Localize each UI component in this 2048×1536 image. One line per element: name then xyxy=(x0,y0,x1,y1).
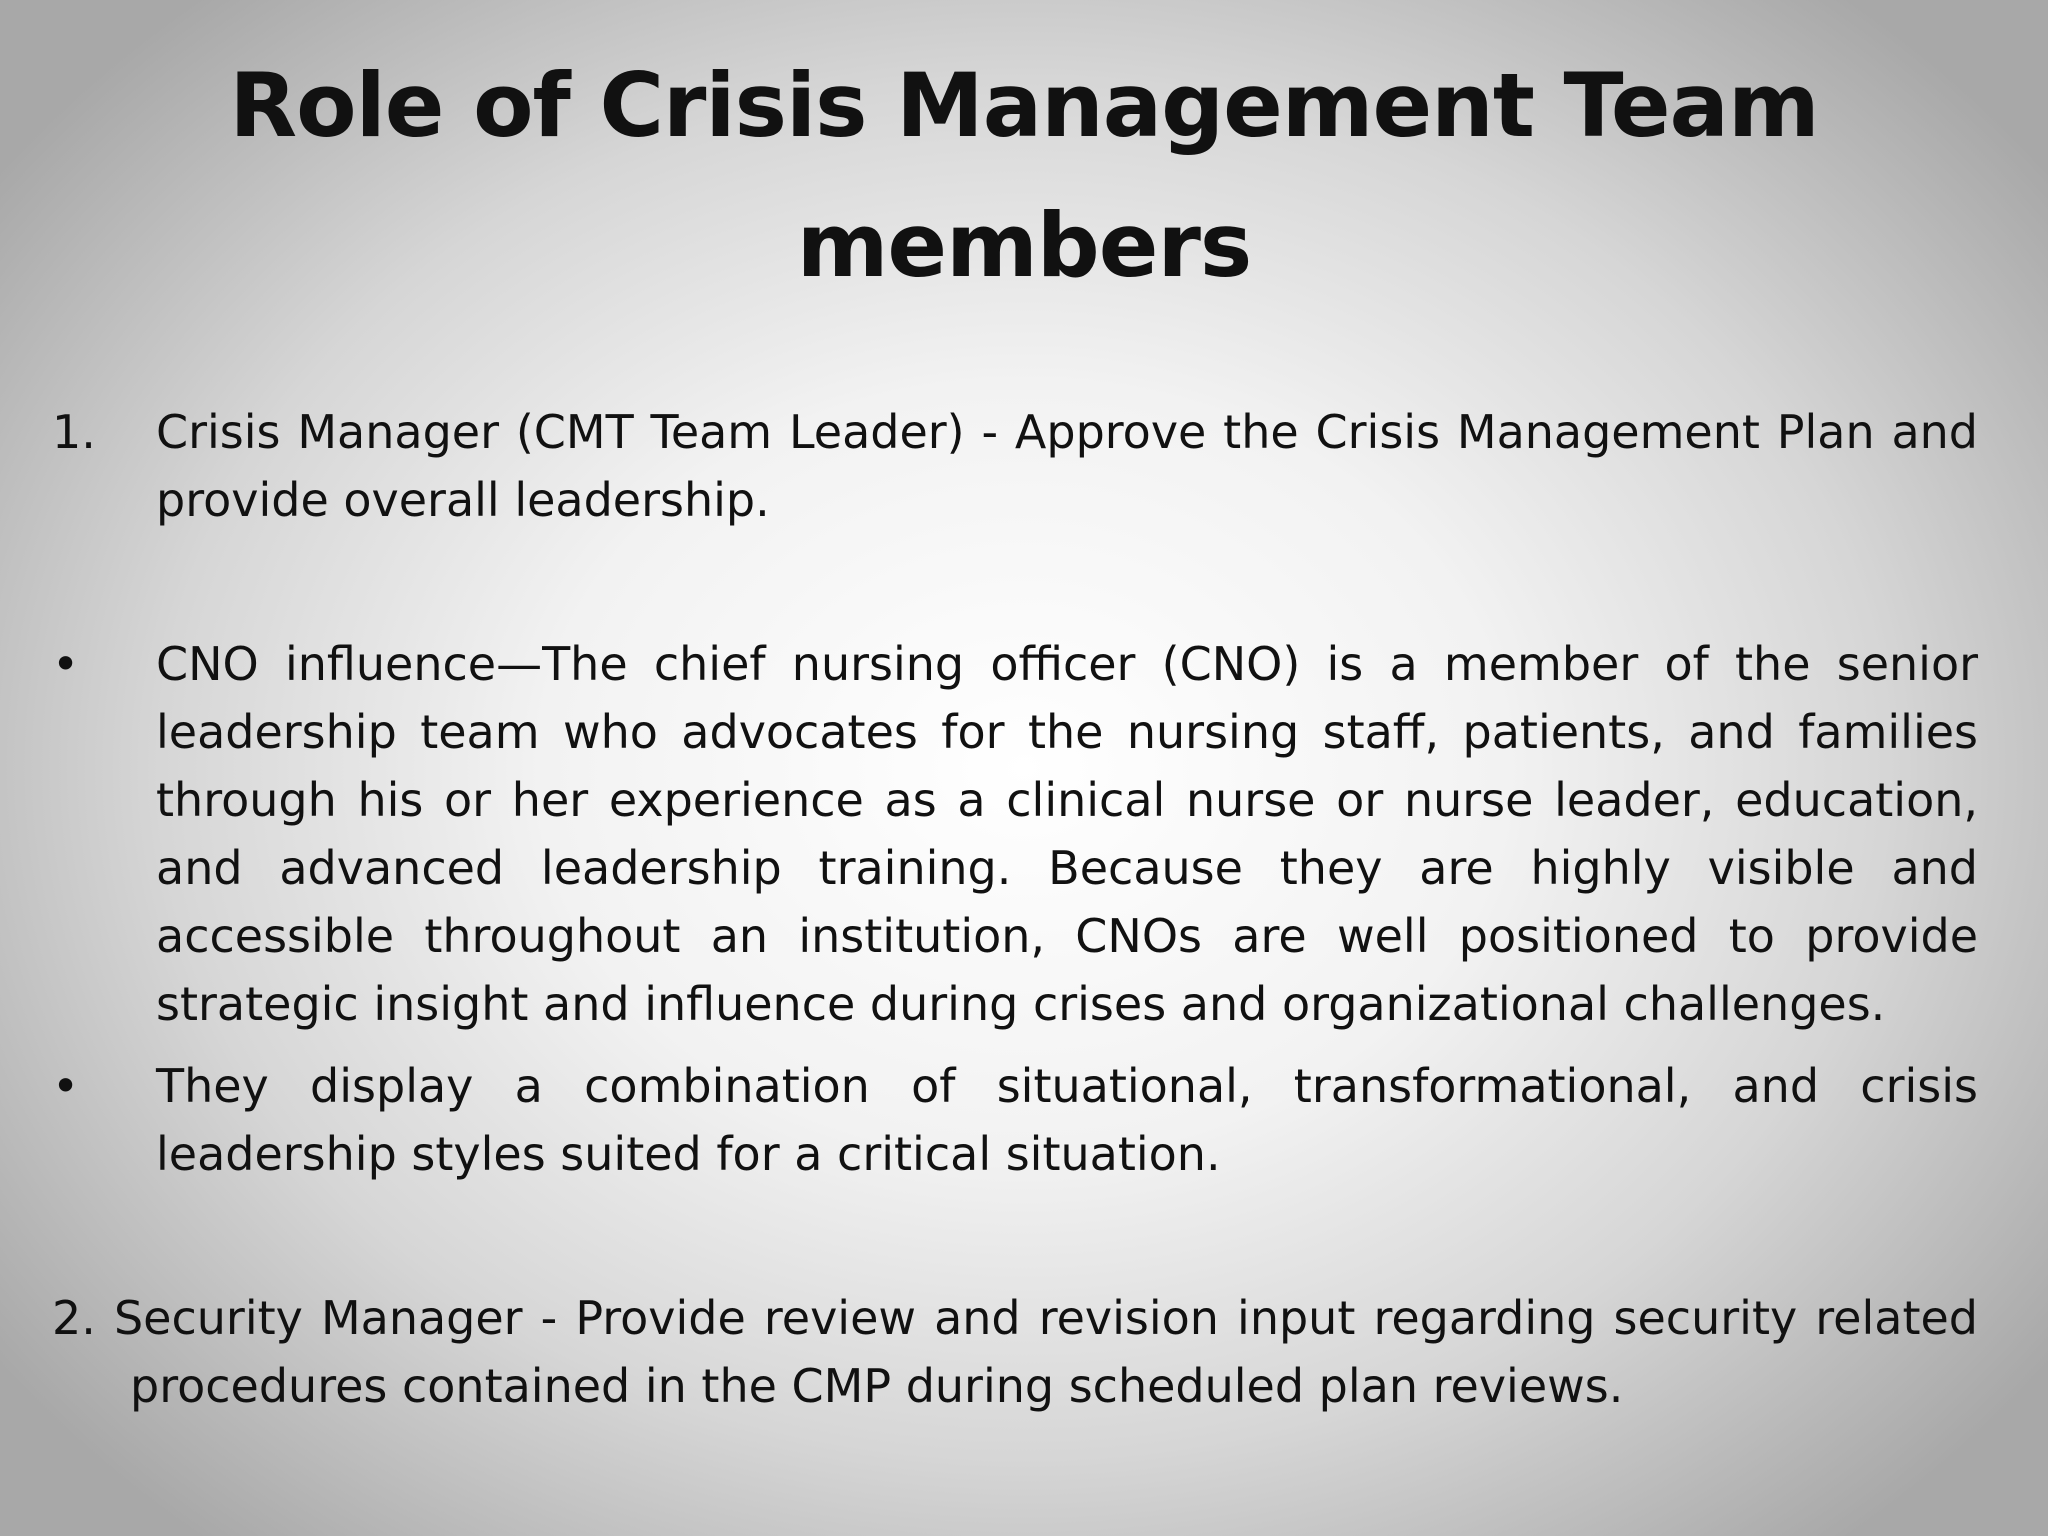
list-item-text: Crisis Manager (CMT Team Leader) - Approve the Crisis Management Plan and provide overall leadership. xyxy=(156,405,1978,527)
bullet-item-text: They display a combination of situational, transformational, and crisis leadership styles suited for a critical situation. xyxy=(156,1059,1978,1181)
list-item-continuation-text: procedures contained in the CMP during scheduled plan reviews. xyxy=(130,1359,1624,1413)
list-item-lead-text: 2. Security Manager - Provide review and revision input regarding security related xyxy=(52,1291,1978,1345)
bullet-item-cno-influence xyxy=(52,630,1978,1038)
list-number: 1. xyxy=(52,405,96,459)
slide-title: Role of Crisis Management Team members xyxy=(229,54,1819,297)
bullet-icon: • xyxy=(52,1059,80,1113)
bullet-icon: • xyxy=(52,637,80,691)
list-item-security-manager xyxy=(52,1284,1978,1420)
list-item-crisis-manager xyxy=(52,398,1978,534)
bullet-item-leadership-styles xyxy=(52,1052,1978,1188)
bullet-item-text: CNO influence—The chief nursing officer (CNO) is a member of the senior leadership team who advocates for the nursing staff, patients, and families through his or her experience as a clinical nurse or nurse leader, education, and advanced leadership training. Because they are highly visible and accessible throughout an institution, CNOs are well positioned to provide strategic insight and influence during crises and organizational challenges. xyxy=(156,637,1978,1031)
